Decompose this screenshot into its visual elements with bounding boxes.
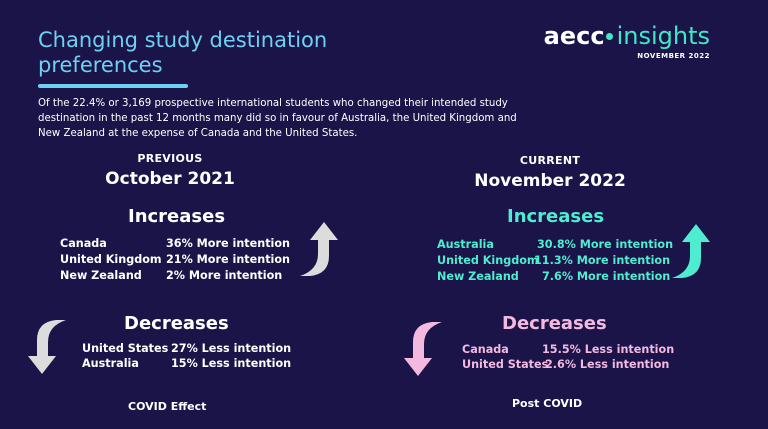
previous-decrease-value: 15% Less intention <box>171 357 292 370</box>
title-underline <box>38 84 188 88</box>
current-down-arrow-icon <box>404 320 444 376</box>
current-decrease-value: 15.5% Less intention <box>542 343 675 356</box>
current-increase-value: 30.8% More intention <box>537 238 674 251</box>
previous-decrease-value: 27% Less intention <box>171 342 292 355</box>
logo-dot-icon <box>606 33 613 40</box>
current-header <box>460 154 640 191</box>
previous-increase-value: 21% More intention <box>166 253 291 266</box>
aecc-insights-logo <box>544 22 710 60</box>
previous-decrease-country: United States <box>82 342 169 355</box>
current-increase-country: Australia <box>437 238 494 251</box>
previous-footer: COVID Effect <box>128 400 207 413</box>
previous-header <box>80 152 260 189</box>
logo-date: NOVEMBER 2022 <box>637 52 710 60</box>
logo-brand: aecc <box>543 22 605 50</box>
previous-increase-country: New Zealand <box>60 269 142 282</box>
previous-label: PREVIOUS <box>137 152 203 165</box>
current-increase-country: New Zealand <box>437 270 519 283</box>
previous-period: October 2021 <box>105 169 235 189</box>
logo-product: insights <box>616 22 710 50</box>
previous-up-arrow-icon <box>298 222 338 278</box>
previous-increase-country: Canada <box>60 237 107 250</box>
current-increase-country: United Kingdom <box>437 254 539 267</box>
previous-decreases-title: Decreases <box>124 313 229 334</box>
current-increase-value: 11.3% More intention <box>534 254 671 267</box>
intro-text: Of the 22.4% or 3,169 prospective international students who changed their intended study destination in the past 12 months many did so in favour of Australia, the United Kingdom and New Zealand at the expense of Canada and the United States. <box>38 98 517 139</box>
current-increase-value: 7.6% More intention <box>542 270 671 283</box>
current-footer: Post COVID <box>512 397 583 410</box>
previous-increase-value: 2% More intention <box>166 269 283 282</box>
previous-increase-country: United Kingdom <box>60 253 162 266</box>
current-increases-title: Increases <box>507 206 605 227</box>
previous-increase-value: 36% More intention <box>166 237 291 250</box>
current-up-arrow-icon <box>670 224 710 280</box>
current-period: November 2022 <box>474 171 626 191</box>
previous-down-arrow-icon <box>28 318 68 374</box>
previous-increases-title: Increases <box>128 206 226 227</box>
current-decrease-value: 2.6% Less intention <box>545 358 670 371</box>
current-decreases-title: Decreases <box>502 313 607 334</box>
current-label: CURRENT <box>519 154 581 167</box>
previous-decrease-country: Australia <box>82 357 139 370</box>
current-decrease-country: Canada <box>462 343 509 356</box>
current-decrease-country: United States <box>462 358 549 371</box>
page-title: Changing study destination preferences <box>38 28 328 77</box>
